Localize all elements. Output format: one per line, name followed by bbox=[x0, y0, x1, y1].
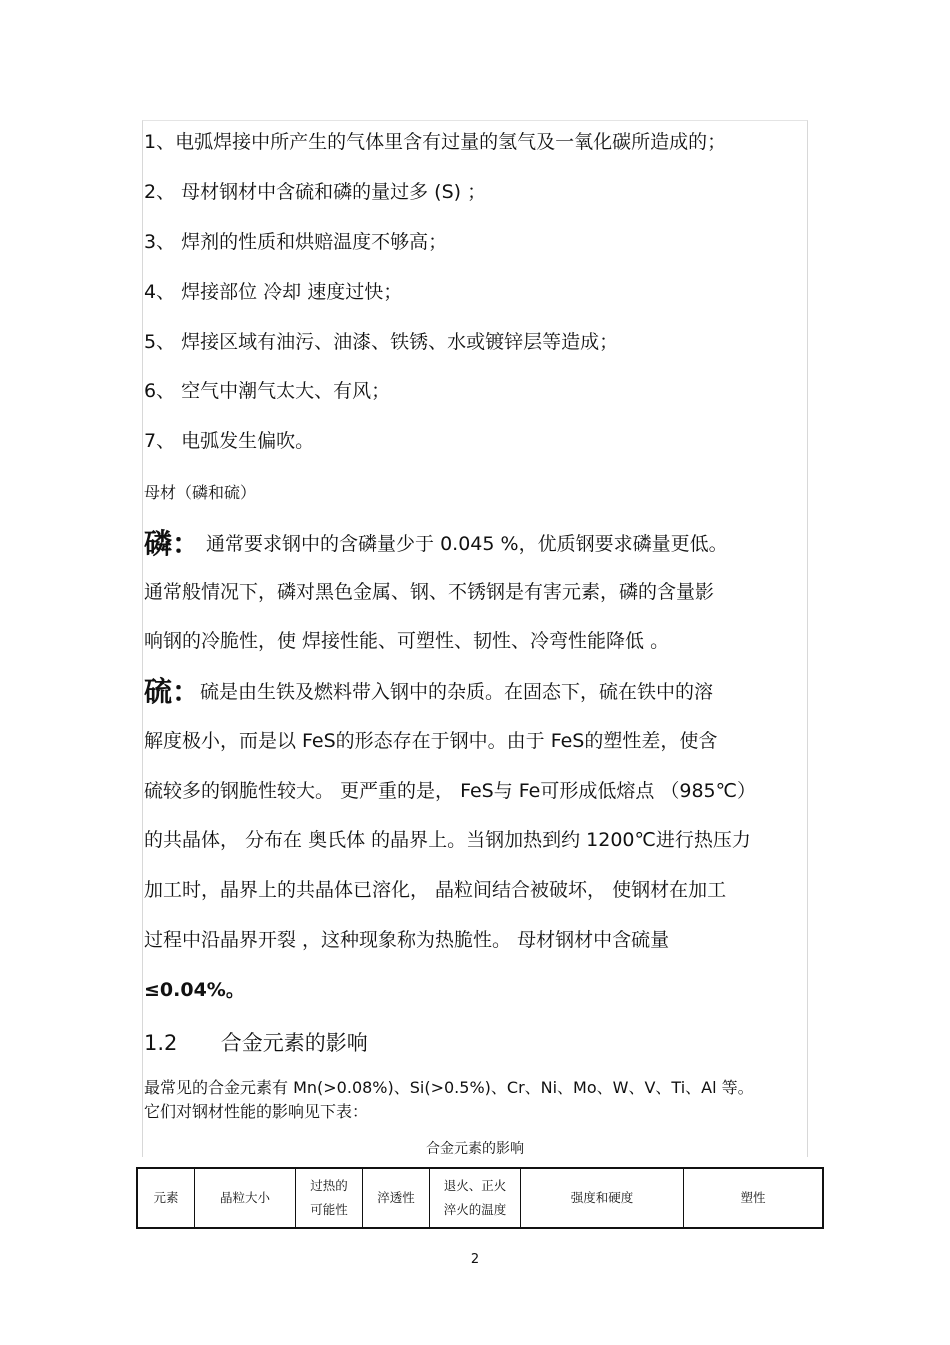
list-item-4: 4、 焊接部位 冷却 速度过快； bbox=[144, 281, 403, 303]
list-item-7: 7、 电弧发生偏吹。 bbox=[144, 430, 315, 452]
base-material-heading: 母材（磷和硫） bbox=[144, 483, 257, 502]
phosphorus-title: 磷： bbox=[144, 527, 201, 560]
table-header-row bbox=[137, 1168, 823, 1228]
intro-line-2: 它们对钢材性能的影响见下表： bbox=[144, 1102, 369, 1121]
sulfur-line-6: 过程中沿晶界开裂 ，这种现象称为热脆性。 母材钢材中含硫量 bbox=[144, 929, 670, 951]
list-item-2: 2、 母材钢材中含硫和磷的量过多 (S) ； bbox=[144, 181, 487, 203]
sulfur-line-2: 解度极小，而是以 FeS的形态存在于钢中。由于 FeS的塑性差，使含 bbox=[144, 730, 718, 752]
sulfur-text-1: 硫是由生铁及燃料带入钢中的杂质。在固态下，硫在铁中的溶 bbox=[200, 681, 714, 703]
header-overheat: 过热的 可能性 bbox=[296, 1168, 363, 1228]
list-item-1: 1、电弧焊接中所产生的气体里含有过量的氢气及一氧化碳所造成的； bbox=[144, 131, 727, 153]
list-item-3: 3、 焊剂的性质和烘赔温度不够高； bbox=[144, 231, 448, 253]
header-temperature: 退火、正火 淬火的温度 bbox=[430, 1168, 521, 1228]
header-strength: 强度和硬度 bbox=[521, 1168, 684, 1228]
intro-line-1: 最常见的合金元素有 Mn(>0.08%)、Si(>0.5%)、Cr、Ni、Mo、W、V、Ti、Al 等。 bbox=[144, 1078, 754, 1097]
phosphorus-line-2: 通常般情况下，磷对黑色金属、钢、不锈钢是有害元素，磷的含量影 bbox=[144, 581, 715, 603]
header-hardenability: 淬透性 bbox=[363, 1168, 430, 1228]
section-number: 1.2 bbox=[144, 1031, 178, 1055]
header-plasticity: 塑性 bbox=[684, 1168, 824, 1228]
phosphorus-line-1 bbox=[144, 527, 728, 560]
sulfur-line-7: ≤0.04%。 bbox=[144, 979, 245, 1001]
phosphorus-line-3: 响钢的冷脆性，使 焊接性能、可塑性、韧性、冷弯性能降低 。 bbox=[144, 630, 670, 652]
alloy-elements-table bbox=[136, 1167, 824, 1229]
sulfur-title: 硫： bbox=[144, 675, 201, 708]
sulfur-line-1 bbox=[144, 675, 714, 708]
sulfur-line-5: 加工时，晶界上的共晶体已溶化， 晶粒间结合被破坏， 使钢材在加工 bbox=[144, 879, 727, 901]
list-item-5: 5、 焊接区域有油污、油漆、铁锈、水或镀锌层等造成； bbox=[144, 331, 619, 353]
sulfur-line-3: 硫较多的钢脆性较大。 更严重的是， FeS与 Fe可形成低熔点 （985℃） bbox=[144, 780, 756, 802]
header-grain-size: 晶粒大小 bbox=[195, 1168, 296, 1228]
list-item-6: 6、 空气中潮气太大、有风； bbox=[144, 380, 391, 402]
sulfur-line-4: 的共晶体， 分布在 奥氏体 的晶界上。当钢加热到约 1200℃进行热压力 bbox=[144, 829, 751, 851]
header-element: 元素 bbox=[137, 1168, 195, 1228]
phosphorus-text-1: 通常要求钢中的含磷量少于 0.045 %，优质钢要求磷量更低。 bbox=[200, 533, 728, 555]
table-caption: 合金元素的影响 bbox=[426, 1141, 524, 1157]
page-number: 2 bbox=[470, 1252, 480, 1267]
section-title: 合金元素的影响 bbox=[220, 1031, 368, 1055]
section-heading bbox=[144, 1027, 368, 1057]
